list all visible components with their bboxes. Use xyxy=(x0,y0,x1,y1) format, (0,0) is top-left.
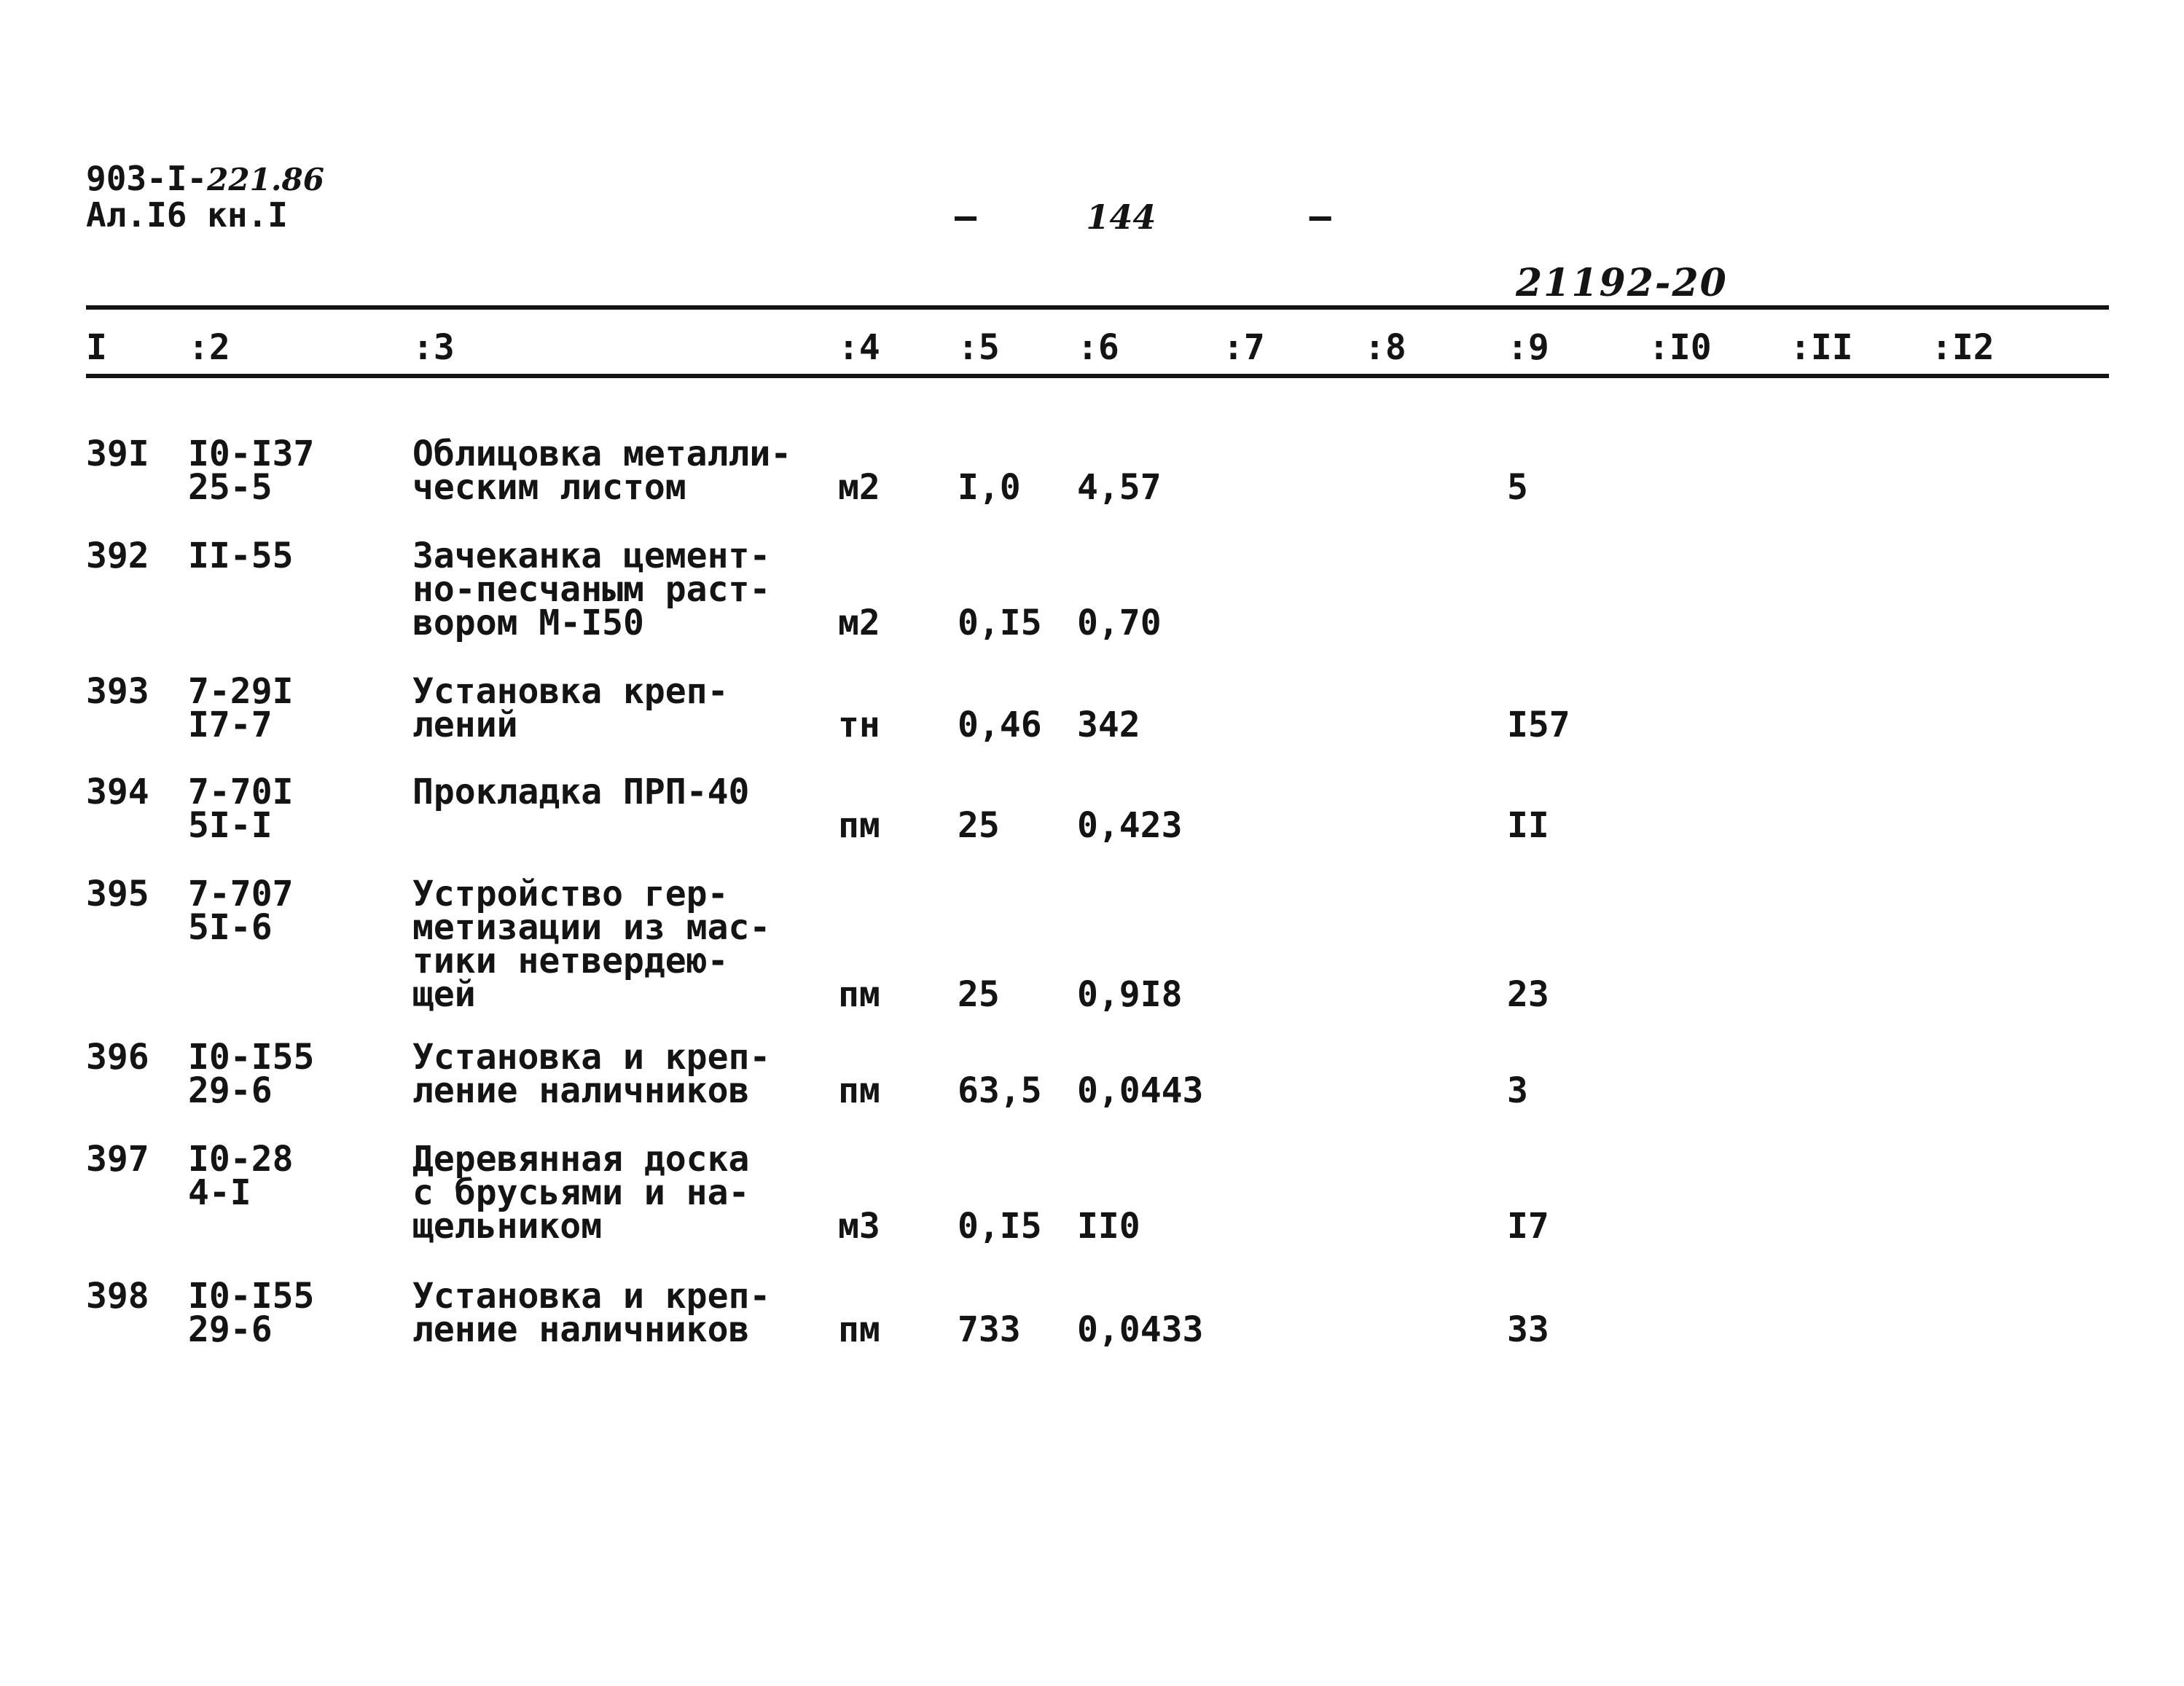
work-description: Установка и креп- ление наличников xyxy=(412,1276,771,1350)
col-9-value: 33 xyxy=(1507,1309,1549,1350)
quantity: 25 xyxy=(958,805,1000,846)
quantity: 0,I5 xyxy=(958,1206,1042,1247)
row-number: 395 xyxy=(86,874,149,914)
unit: м2 xyxy=(838,467,880,508)
quantity: 0,I5 xyxy=(958,603,1042,643)
unit-cost: 0,0433 xyxy=(1077,1309,1204,1350)
col-9-value: I57 xyxy=(1507,705,1570,745)
unit-cost: 342 xyxy=(1077,705,1140,745)
norm-code: I0-I55 29-6 xyxy=(188,1276,315,1350)
row-number: 398 xyxy=(86,1276,149,1317)
col-9-value: 23 xyxy=(1507,974,1549,1015)
row-number: 392 xyxy=(86,536,149,576)
page-dash-right: – xyxy=(1309,195,1331,238)
unit: пм xyxy=(838,974,880,1015)
col-9-value: II xyxy=(1507,805,1549,846)
norm-code: 7-29I I7-7 xyxy=(188,671,294,745)
unit: тн xyxy=(838,705,880,745)
page-number-group xyxy=(955,195,1331,238)
work-description: Зачеканка цемент- но-песчаным раст- вором М-I50 xyxy=(412,536,771,643)
row-number: 39I xyxy=(86,434,149,474)
album-book-line: Ал.I6 кн.I xyxy=(86,195,288,235)
document-code-handwritten: 221.86 xyxy=(207,162,324,197)
quantity: 0,46 xyxy=(958,705,1042,745)
table-header-rule xyxy=(86,374,2109,378)
row-number: 393 xyxy=(86,671,149,712)
work-description: Установка и креп- ление наличников xyxy=(412,1037,771,1111)
unit: пм xyxy=(838,1309,880,1350)
work-description: Облицовка металли- ческим листом xyxy=(412,434,792,508)
column-header-4: :4 xyxy=(838,327,880,368)
column-header-2: :2 xyxy=(188,327,230,368)
quantity: I,0 xyxy=(958,467,1021,508)
column-header-5: :5 xyxy=(958,327,1000,368)
column-header-6: :6 xyxy=(1077,327,1119,368)
column-header-1: I xyxy=(86,327,107,368)
column-header-3: :3 xyxy=(412,327,455,368)
work-description: Прокладка ПРП-40 xyxy=(412,772,750,812)
quantity: 63,5 xyxy=(958,1070,1042,1111)
unit: пм xyxy=(838,1070,880,1111)
column-header-12: :I2 xyxy=(1931,327,1995,368)
column-header-7: :7 xyxy=(1223,327,1265,368)
work-description: Устройство гер- метизации из мас- тики нетвердею- щей xyxy=(412,874,771,1015)
norm-code: I0-28 4-I xyxy=(188,1139,294,1213)
norm-code: 7-707 5I-6 xyxy=(188,874,294,948)
row-number: 397 xyxy=(86,1139,149,1180)
column-header-8: :8 xyxy=(1364,327,1406,368)
row-number: 394 xyxy=(86,772,149,812)
unit-cost: 0,0443 xyxy=(1077,1070,1204,1111)
unit-cost: 4,57 xyxy=(1077,467,1162,508)
stamp-code: 21192-20 xyxy=(1516,261,1728,305)
unit-cost: 0,70 xyxy=(1077,603,1162,643)
unit: м2 xyxy=(838,603,880,643)
norm-code: II-55 xyxy=(188,536,294,576)
unit-cost: 0,9I8 xyxy=(1077,974,1183,1015)
col-9-value: 5 xyxy=(1507,467,1528,508)
norm-code: I0-I37 25-5 xyxy=(188,434,315,508)
unit: пм xyxy=(838,805,880,846)
norm-code: 7-70I 5I-I xyxy=(188,772,294,846)
document-designation xyxy=(86,159,324,198)
work-description: Установка креп- лений xyxy=(412,671,729,745)
norm-code: I0-I55 29-6 xyxy=(188,1037,315,1111)
unit-cost: 0,423 xyxy=(1077,805,1183,846)
quantity: 25 xyxy=(958,974,1000,1015)
row-number: 396 xyxy=(86,1037,149,1078)
document-code-prefix: 903-I- xyxy=(86,159,208,198)
column-header-11: :II xyxy=(1790,327,1853,368)
column-header-9: :9 xyxy=(1507,327,1549,368)
work-description: Деревянная доска с брусьями и на- щельником xyxy=(412,1139,750,1247)
page-dash-left: – xyxy=(955,195,977,238)
column-header-10: :I0 xyxy=(1648,327,1712,368)
quantity: 733 xyxy=(958,1309,1021,1350)
page-number: 144 xyxy=(1086,197,1156,237)
col-9-value: 3 xyxy=(1507,1070,1528,1111)
unit-cost: II0 xyxy=(1077,1206,1140,1247)
col-9-value: I7 xyxy=(1507,1206,1549,1247)
unit: м3 xyxy=(838,1206,880,1247)
table-top-rule xyxy=(86,305,2109,310)
